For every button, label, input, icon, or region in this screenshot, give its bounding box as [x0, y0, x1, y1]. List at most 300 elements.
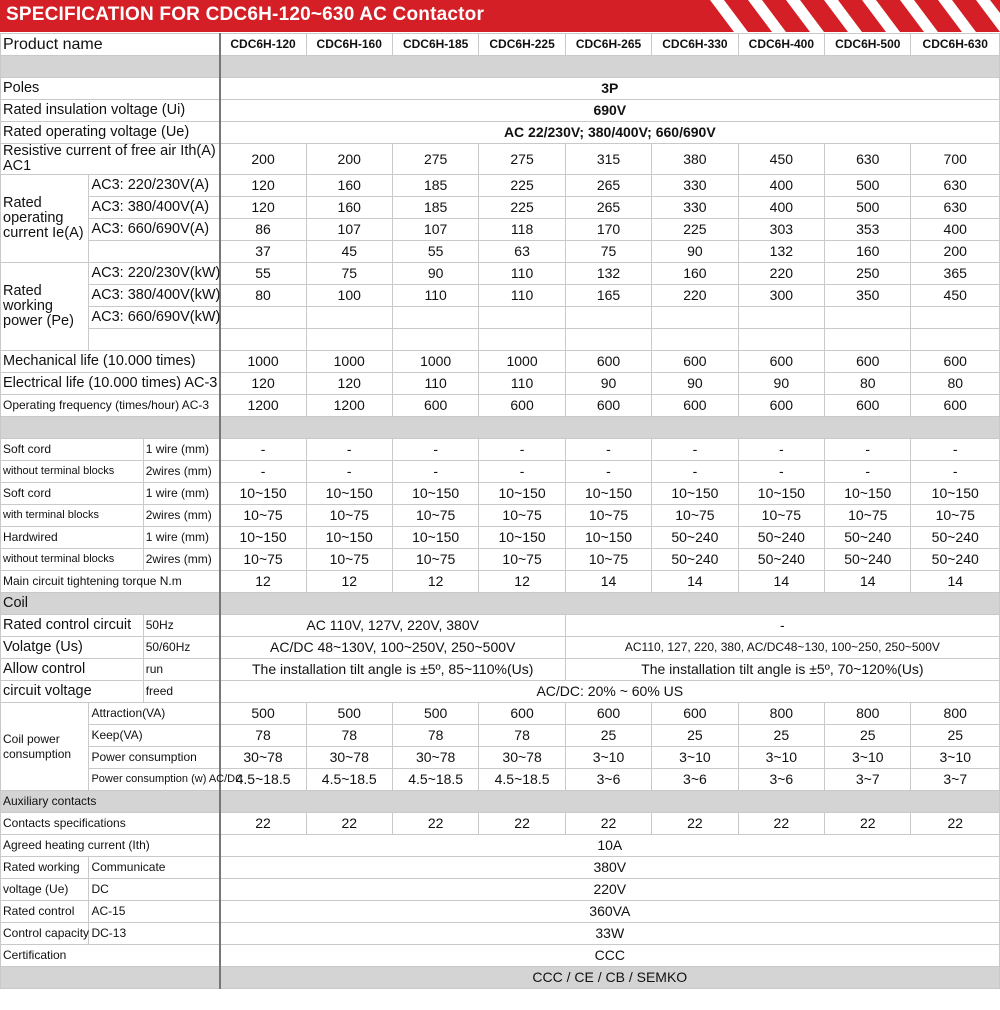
table-row — [1, 34, 1000, 56]
pe-sub-label — [89, 329, 220, 351]
mech-life-value: 600 — [565, 351, 651, 373]
operating-frequency-value: 600 — [565, 395, 651, 417]
hardwired-no-tb-value: 10~75 — [392, 549, 478, 571]
freed-label: freed — [143, 681, 219, 703]
table-row — [1, 197, 1000, 219]
pe-value — [825, 307, 911, 329]
torque-value: 14 — [565, 571, 651, 593]
ie-value: 63 — [479, 241, 565, 263]
torque-value: 14 — [652, 571, 738, 593]
soft-cord-no-tb-value: - — [392, 439, 478, 461]
allow-control-label: circuit voltage — [1, 681, 144, 703]
table-row — [1, 857, 1000, 879]
coil-power-value: 30~78 — [220, 747, 306, 769]
aux-sub-label: AC-15 — [89, 901, 220, 923]
soft-cord-no-tb-value: - — [479, 439, 565, 461]
ith-value: 275 — [392, 144, 478, 175]
contacts-spec-value: 22 — [652, 813, 738, 835]
pe-value — [825, 329, 911, 351]
ie-value: 75 — [565, 241, 651, 263]
soft-cord-no-tb-value: - — [738, 461, 824, 483]
soft-cord-tb-value: 10~150 — [738, 483, 824, 505]
section-header — [1, 593, 1000, 615]
table-row — [1, 747, 1000, 769]
soft-cord-no-tb-value: - — [220, 461, 306, 483]
soft-cord-no-tb-value: - — [306, 461, 392, 483]
table-row — [1, 659, 1000, 681]
elec-life-value: 80 — [825, 373, 911, 395]
ie-value: 265 — [565, 197, 651, 219]
pe-value — [652, 329, 738, 351]
rated-control-label: Rated control — [1, 901, 89, 923]
hardwired-no-tb-value: 50~240 — [738, 527, 824, 549]
table-row — [1, 725, 1000, 747]
soft-cord-tb-value: 10~150 — [306, 483, 392, 505]
coil-power-value: 25 — [738, 725, 824, 747]
pe-value — [565, 329, 651, 351]
soft-cord-tb-value: 10~75 — [392, 505, 478, 527]
table-row — [1, 549, 1000, 571]
model-header: CDC6H-120 — [220, 34, 306, 56]
mech-life-value: 1000 — [479, 351, 565, 373]
aux-value: 220V — [220, 879, 1000, 901]
spec-table — [0, 33, 1000, 989]
pe-value — [392, 329, 478, 351]
freed-value: AC/DC: 20% ~ 60% US — [220, 681, 1000, 703]
ie-value: 225 — [652, 219, 738, 241]
hardwired-no-tb-value: 50~240 — [825, 549, 911, 571]
ie-sub-label: AC3: 380/400V(A) — [89, 197, 220, 219]
operating-frequency-value: 600 — [911, 395, 1000, 417]
poles-label: Poles — [1, 78, 220, 100]
coil-power-value: 4.5~18.5 — [306, 769, 392, 791]
pe-sub-label: AC3: 220/230V(kW) — [89, 263, 220, 285]
pe-value — [479, 307, 565, 329]
ie-value: 120 — [220, 175, 306, 197]
hardwired-no-tb-value: 10~150 — [220, 527, 306, 549]
soft-cord-no-tb-value: - — [652, 461, 738, 483]
ie-value: 132 — [738, 241, 824, 263]
pe-value — [220, 329, 306, 351]
mech-life-label: Mechanical life (10.000 times) — [1, 351, 220, 373]
ith-value: 450 — [738, 144, 824, 175]
hardwired-no-tb-label: Hardwired — [1, 527, 144, 549]
run-label: run — [143, 659, 219, 681]
wire-sub-label: 1 wire (mm) — [143, 483, 219, 505]
torque-value: 12 — [220, 571, 306, 593]
coil-power-sub-label: Attraction(VA) — [89, 703, 220, 725]
ith-value: 630 — [825, 144, 911, 175]
ie-value: 630 — [911, 197, 1000, 219]
coil-power-sub-label: Keep(VA) — [89, 725, 220, 747]
ith-value: 200 — [306, 144, 392, 175]
tilt-angle-value: The installation tilt angle is ±5º, 85~110%(Us) — [220, 659, 566, 681]
ie-value: 630 — [911, 175, 1000, 197]
table-row — [1, 263, 1000, 285]
coil-power-value: 3~10 — [911, 747, 1000, 769]
hardwired-no-tb-value: 10~150 — [392, 527, 478, 549]
elec-life-value: 110 — [479, 373, 565, 395]
hardwired-no-tb-value: 10~75 — [220, 549, 306, 571]
contacts-spec-value: 22 — [479, 813, 565, 835]
table-row — [1, 439, 1000, 461]
coil-power-value: 800 — [825, 703, 911, 725]
torque-label: Main circuit tightening torque N.m — [1, 571, 220, 593]
contacts-spec-value: 22 — [738, 813, 824, 835]
spec-table-body — [1, 34, 1000, 989]
contacts-spec-value: 22 — [911, 813, 1000, 835]
table-row — [1, 813, 1000, 835]
rated-working-label: voltage (Ue) — [1, 879, 89, 901]
tilt-angle-value: The installation tilt angle is ±5º, 70~120%(Us) — [565, 659, 999, 681]
soft-cord-no-tb-value: - — [652, 439, 738, 461]
model-header: CDC6H-400 — [738, 34, 824, 56]
coil-power-value: 78 — [220, 725, 306, 747]
table-row — [1, 395, 1000, 417]
elec-life-value: 110 — [392, 373, 478, 395]
contacts-spec-value: 22 — [392, 813, 478, 835]
product-name-label: Product name — [1, 34, 220, 56]
table-row — [1, 461, 1000, 483]
pe-value — [306, 307, 392, 329]
torque-value: 12 — [306, 571, 392, 593]
operating-frequency-label: Operating frequency (times/hour) AC-3 — [1, 395, 220, 417]
ie-value: 90 — [652, 241, 738, 263]
elec-life-value: 90 — [565, 373, 651, 395]
torque-value: 14 — [825, 571, 911, 593]
ie-value: 185 — [392, 175, 478, 197]
pe-value: 160 — [652, 263, 738, 285]
coil-power-value: 4.5~18.5 — [392, 769, 478, 791]
mech-life-value: 1000 — [392, 351, 478, 373]
hardwired-no-tb-value: 50~240 — [911, 549, 1000, 571]
model-header: CDC6H-225 — [479, 34, 565, 56]
coil-power-value: 600 — [565, 703, 651, 725]
ie-value: 225 — [479, 197, 565, 219]
elec-life-value: 90 — [652, 373, 738, 395]
operating-frequency-value: 600 — [825, 395, 911, 417]
coil-power-value: 25 — [652, 725, 738, 747]
ie-value: 107 — [392, 219, 478, 241]
table-row — [1, 78, 1000, 100]
pe-value — [220, 307, 306, 329]
coil-power-sub-label: Power consumption — [89, 747, 220, 769]
pe-value: 365 — [911, 263, 1000, 285]
ie-value: 160 — [306, 197, 392, 219]
table-row — [1, 285, 1000, 307]
rated-control-label: Volatge (Us) — [1, 637, 144, 659]
operating-frequency-value: 600 — [738, 395, 824, 417]
coil-power-value: 30~78 — [392, 747, 478, 769]
ue-label: Rated operating voltage (Ue) — [1, 122, 220, 144]
soft-cord-tb-value: 10~75 — [911, 505, 1000, 527]
ie-value: 170 — [565, 219, 651, 241]
hardwired-no-tb-value: 50~240 — [652, 527, 738, 549]
coil-power-value: 25 — [825, 725, 911, 747]
model-header: CDC6H-265 — [565, 34, 651, 56]
coil-power-value: 3~10 — [738, 747, 824, 769]
coil-power-label-line: consumption — [3, 746, 72, 761]
coil-power-value: 600 — [479, 703, 565, 725]
soft-cord-tb-value: 10~150 — [911, 483, 1000, 505]
table-row — [1, 505, 1000, 527]
aux-value: 380V — [220, 857, 1000, 879]
contacts-spec-label: Contacts specifications — [1, 813, 220, 835]
ie-value: 120 — [220, 197, 306, 219]
model-header: CDC6H-630 — [911, 34, 1000, 56]
ie-value: 265 — [565, 175, 651, 197]
pe-value — [565, 307, 651, 329]
soft-cord-tb-value: 10~150 — [392, 483, 478, 505]
model-header: CDC6H-330 — [652, 34, 738, 56]
ie-sub-label: AC3: 660/690V(A) — [89, 219, 220, 241]
ie-value: 225 — [479, 175, 565, 197]
table-row — [1, 769, 1000, 791]
pe-sub-label: AC3: 380/400V(kW) — [89, 285, 220, 307]
ie-value: 400 — [911, 219, 1000, 241]
certification-value: CCC — [220, 945, 1000, 967]
torque-value: 14 — [738, 571, 824, 593]
soft-cord-tb-value: 10~75 — [479, 505, 565, 527]
pe-value: 55 — [220, 263, 306, 285]
aux-sub-label: Communicate — [89, 857, 220, 879]
hardwired-no-tb-value: 10~75 — [306, 549, 392, 571]
heating-current-value: 10A — [220, 835, 1000, 857]
elec-life-value: 80 — [911, 373, 1000, 395]
soft-cord-tb-value: 10~75 — [652, 505, 738, 527]
table-row — [1, 144, 1000, 175]
hardwired-no-tb-value: 50~240 — [911, 527, 1000, 549]
pe-value: 350 — [825, 285, 911, 307]
coil-power-value: 3~7 — [911, 769, 1000, 791]
ie-value: 55 — [392, 241, 478, 263]
ie-value: 353 — [825, 219, 911, 241]
operating-frequency-value: 1200 — [306, 395, 392, 417]
soft-cord-tb-value: 10~150 — [220, 483, 306, 505]
torque-value: 12 — [392, 571, 478, 593]
hardwired-no-tb-value: 10~75 — [479, 549, 565, 571]
table-row — [1, 219, 1000, 241]
mech-life-value: 1000 — [220, 351, 306, 373]
rated-working-label: Rated working — [1, 857, 89, 879]
wire-sub-label: 2wires (mm) — [143, 549, 219, 571]
soft-cord-tb-label: with terminal blocks — [1, 505, 144, 527]
contacts-spec-value: 22 — [825, 813, 911, 835]
ui-value: 690V — [220, 100, 1000, 122]
ith-value: 200 — [220, 144, 306, 175]
contacts-spec-value: 22 — [220, 813, 306, 835]
mech-life-value: 600 — [911, 351, 1000, 373]
table-row — [1, 307, 1000, 329]
table-row — [1, 703, 1000, 725]
ie-value: 200 — [911, 241, 1000, 263]
coil-power-value: 78 — [479, 725, 565, 747]
aux-sub-label: DC-13 — [89, 923, 220, 945]
coil-label: Coil — [1, 593, 220, 615]
pe-value: 450 — [911, 285, 1000, 307]
section-header — [1, 791, 1000, 813]
ie-value: 37 — [220, 241, 306, 263]
model-header: CDC6H-160 — [306, 34, 392, 56]
pe-value: 80 — [220, 285, 306, 307]
table-row — [1, 100, 1000, 122]
operating-frequency-value: 600 — [479, 395, 565, 417]
ie-value: 185 — [392, 197, 478, 219]
soft-cord-tb-value: 10~75 — [738, 505, 824, 527]
mech-life-value: 600 — [652, 351, 738, 373]
pe-label: Rated working power (Pe) — [1, 263, 89, 351]
ie-value: 400 — [738, 175, 824, 197]
ie-value: 500 — [825, 197, 911, 219]
wire-sub-label: 2wires (mm) — [143, 505, 219, 527]
ie-value: 500 — [825, 175, 911, 197]
ie-value: 330 — [652, 197, 738, 219]
operating-frequency-value: 600 — [392, 395, 478, 417]
coil-power-value: 3~6 — [652, 769, 738, 791]
coil-power-value: 800 — [738, 703, 824, 725]
table-row — [1, 241, 1000, 263]
allow-control-label: Allow control — [1, 659, 144, 681]
coil-power-value: 800 — [911, 703, 1000, 725]
hardwired-no-tb-value: 10~150 — [565, 527, 651, 549]
table-row — [1, 681, 1000, 703]
table-row — [1, 571, 1000, 593]
coil-voltage-value: AC 110V, 127V, 220V, 380V — [220, 615, 566, 637]
pe-value: 132 — [565, 263, 651, 285]
pe-value — [306, 329, 392, 351]
torque-value: 12 — [479, 571, 565, 593]
coil-power-value: 30~78 — [306, 747, 392, 769]
pe-value: 220 — [652, 285, 738, 307]
soft-cord-tb-label: Soft cord — [1, 483, 144, 505]
hz-label: 50Hz — [143, 615, 219, 637]
header-banner — [0, 0, 1000, 32]
ue-value: AC 22/230V; 380/400V; 660/690V — [220, 122, 1000, 144]
coil-power-value: 78 — [306, 725, 392, 747]
coil-power-sub-label: Power consumption (w) AC/DC — [89, 769, 220, 791]
mech-life-value: 600 — [825, 351, 911, 373]
coil-power-value: 500 — [392, 703, 478, 725]
coil-power-value: 3~7 — [825, 769, 911, 791]
coil-power-label — [1, 703, 89, 791]
soft-cord-tb-value: 10~75 — [306, 505, 392, 527]
ie-value: 400 — [738, 197, 824, 219]
separator-band — [1, 56, 1000, 78]
ie-sub-label: AC3: 220/230V(A) — [89, 175, 220, 197]
contacts-spec-value: 22 — [306, 813, 392, 835]
ie-value: 86 — [220, 219, 306, 241]
soft-cord-tb-value: 10~75 — [825, 505, 911, 527]
operating-frequency-value: 600 — [652, 395, 738, 417]
coil-power-value: 3~6 — [738, 769, 824, 791]
coil-power-value: 500 — [306, 703, 392, 725]
wire-sub-label: 1 wire (mm) — [143, 439, 219, 461]
soft-cord-no-tb-value: - — [220, 439, 306, 461]
aux-value: 33W — [220, 923, 1000, 945]
hardwired-no-tb-value: 50~240 — [738, 549, 824, 571]
certification-label: Certification — [1, 945, 220, 967]
pe-value: 250 — [825, 263, 911, 285]
ie-value: 160 — [306, 175, 392, 197]
coil-power-value: 4.5~18.5 — [479, 769, 565, 791]
coil-voltage-value: - — [565, 615, 999, 637]
aux-sub-label: DC — [89, 879, 220, 901]
soft-cord-tb-value: 10~75 — [565, 505, 651, 527]
hardwired-no-tb-value: 10~150 — [306, 527, 392, 549]
hardwired-no-tb-label: without terminal blocks — [1, 549, 144, 571]
soft-cord-tb-value: 10~150 — [479, 483, 565, 505]
soft-cord-no-tb-value: - — [565, 439, 651, 461]
poles-value: 3P — [220, 78, 1000, 100]
ith-value: 700 — [911, 144, 1000, 175]
aux-label: Auxiliary contacts — [1, 791, 220, 813]
pe-value: 75 — [306, 263, 392, 285]
pe-value — [738, 329, 824, 351]
coil-power-value: 3~10 — [825, 747, 911, 769]
coil-power-label-line: Coil power — [3, 731, 60, 746]
torque-value: 14 — [911, 571, 1000, 593]
page-title: SPECIFICATION FOR CDC6H-120~630 AC Contactor — [6, 4, 485, 25]
coil-power-value: 78 — [392, 725, 478, 747]
ie-value: 303 — [738, 219, 824, 241]
elec-life-value: 120 — [220, 373, 306, 395]
table-row — [1, 945, 1000, 967]
table-row — [1, 879, 1000, 901]
aux-value: 360VA — [220, 901, 1000, 923]
pe-value: 220 — [738, 263, 824, 285]
elec-life-value: 120 — [306, 373, 392, 395]
separator-band — [1, 417, 1000, 439]
certification-value: CCC / CE / CB / SEMKO — [220, 967, 1000, 989]
wire-sub-label: 1 wire (mm) — [143, 527, 219, 549]
soft-cord-tb-value: 10~150 — [825, 483, 911, 505]
table-row — [1, 175, 1000, 197]
pe-value — [911, 307, 1000, 329]
ie-sub-label — [89, 241, 220, 263]
ie-value: 107 — [306, 219, 392, 241]
stripes-decoration-icon — [700, 0, 1000, 32]
coil-power-value: 3~10 — [652, 747, 738, 769]
ith-value: 380 — [652, 144, 738, 175]
mech-life-value: 600 — [738, 351, 824, 373]
soft-cord-no-tb-value: - — [825, 439, 911, 461]
ith-label: Resistive current of free air Ith(A) AC1 — [1, 144, 220, 175]
coil-power-value: 25 — [565, 725, 651, 747]
coil-power-value: 25 — [911, 725, 1000, 747]
coil-voltage-value: AC110, 127, 220, 380, AC/DC48~130, 100~250, 250~500V — [565, 637, 999, 659]
coil-power-value: 3~6 — [565, 769, 651, 791]
ie-value: 160 — [825, 241, 911, 263]
hz-label: 50/60Hz — [143, 637, 219, 659]
pe-value: 300 — [738, 285, 824, 307]
soft-cord-no-tb-value: - — [479, 461, 565, 483]
ie-value: 330 — [652, 175, 738, 197]
table-row — [1, 351, 1000, 373]
control-capacity-label: Control capacity — [1, 923, 89, 945]
pe-sub-label: AC3: 660/690V(kW) — [89, 307, 220, 329]
pe-value — [392, 307, 478, 329]
table-row — [1, 637, 1000, 659]
rated-control-label: Rated control circuit — [1, 615, 144, 637]
soft-cord-no-tb-value: - — [738, 439, 824, 461]
table-row — [1, 923, 1000, 945]
table-row — [1, 527, 1000, 549]
pe-value — [479, 329, 565, 351]
coil-power-value: 500 — [220, 703, 306, 725]
soft-cord-no-tb-value: - — [911, 439, 1000, 461]
ie-label: Rated operating current Ie(A) — [1, 175, 89, 263]
model-header: CDC6H-185 — [392, 34, 478, 56]
